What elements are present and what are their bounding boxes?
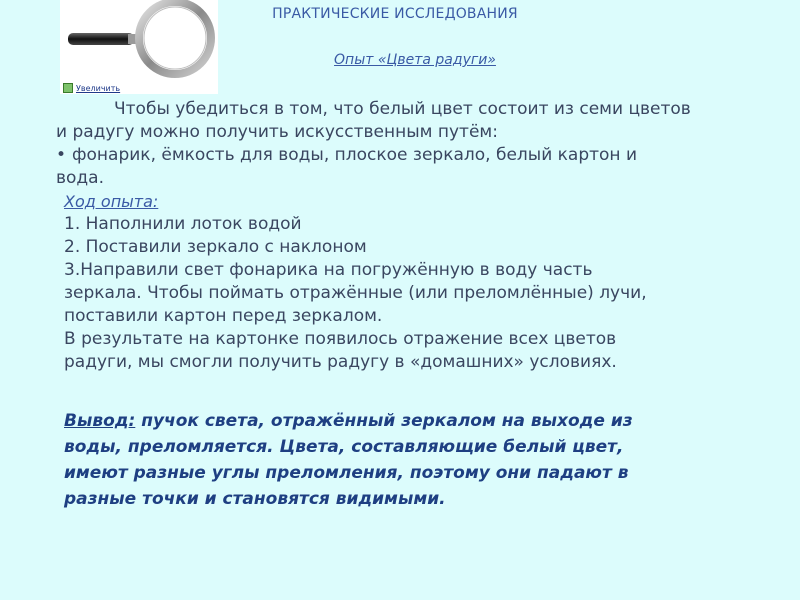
step-line: 2. Поставили зеркало с наклоном [64,237,367,257]
conclusion-line: имеют разные углы преломления, поэтому они падают в [64,463,629,483]
magnifier-image [60,0,218,94]
zoom-icon [63,83,73,93]
intro-line: Чтобы убедиться в том, что белый цвет состоит из семи цветов [114,99,691,119]
materials-line: • фонарик, ёмкость для воды, плоское зеркало, белый картон и [56,145,638,165]
conclusion [64,408,754,512]
conclusion-line: Вывод: пучок света, отражённый зеркалом на выходе из [64,411,633,431]
zoom-label: Увеличить [76,83,121,93]
step-line: зеркала. Чтобы поймать отражённые (или преломлённые) лучи, [64,283,647,303]
result-line: В результате на картонке появилось отражение всех цветов [64,329,617,349]
result-line: радуги, мы смогли получить радугу в «домашних» условиях. [64,352,617,372]
experiment-title: Опыт «Цвета радуги» [334,52,496,68]
magnifying-glass-icon [60,0,218,94]
bullet-icon: • [56,145,67,165]
conclusion-line: воды, преломляется. Цвета, составляющие белый цвет, [64,437,624,457]
page-title: ПРАКТИЧЕСКИЕ ИССЛЕДОВАНИЯ [272,6,518,22]
materials-line: вода. [56,168,104,188]
body-text [56,98,776,374]
conclusion-label: Вывод: [64,411,136,431]
zoom-link[interactable] [63,83,120,93]
intro-line: и радугу можно получить искусственным путём: [56,122,498,142]
conclusion-line: разные точки и становятся видимыми. [64,489,446,509]
step-line: поставили картон перед зеркалом. [64,306,383,326]
step-line: 3.Направили свет фонарика на погружённую в воду часть [64,260,593,280]
procedure-title: Ход опыта: [64,192,159,211]
step-line: 1. Наполнили лоток водой [64,214,302,234]
